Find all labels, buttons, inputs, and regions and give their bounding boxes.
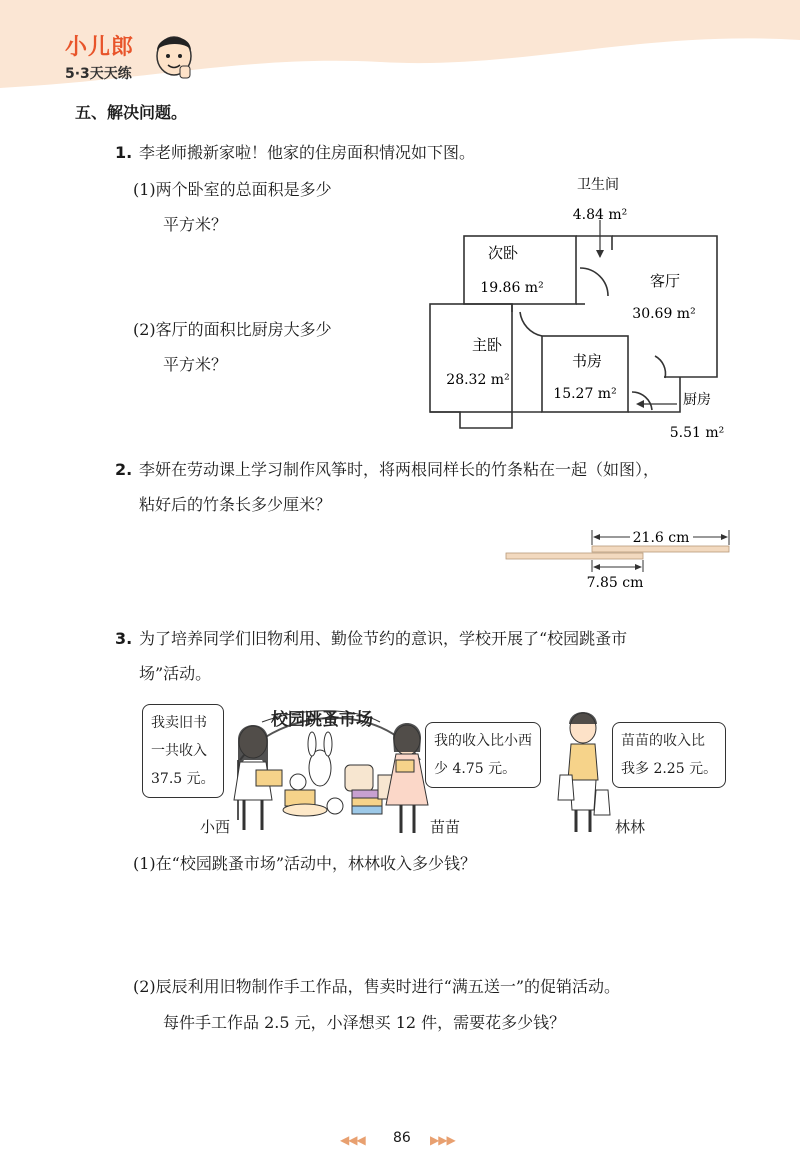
living-room-label: 客厅 — [649, 272, 681, 290]
kitchen-label: 厨房 — [683, 392, 711, 408]
logo-subtitle: 5·3天天练 — [65, 66, 132, 82]
master-bedroom-label: 主卧 — [471, 336, 503, 354]
kitchen-area: 5.51 m² — [669, 425, 725, 441]
girl-xiaoxi-figure — [234, 725, 282, 830]
master-bedroom-area: 28.32 m² — [446, 372, 510, 388]
q3-number: 3. — [115, 629, 133, 648]
bamboo-stick-top — [592, 546, 729, 552]
name-label-xiaoxi: 小西 — [200, 818, 231, 836]
q1-sub1-line1: (1)两个卧室的总面积是多少 — [133, 180, 332, 199]
q2-number: 2. — [115, 460, 133, 479]
q1-sub2-line2: 平方米？ — [163, 355, 228, 374]
floor-plan-diagram — [420, 165, 740, 445]
study-area: 15.27 m² — [553, 386, 617, 402]
bubble-miaomiao-line1: 我的收入比小西 — [434, 733, 532, 749]
bubble-xiaoxi-line3: 37.5 元。 — [151, 771, 215, 787]
bubble-linlin-line1: 苗苗的收入比 — [621, 733, 705, 749]
name-label-miaomiao: 苗苗 — [430, 818, 461, 836]
q1-sub2-line1: (2)客厅的面积比厨房大多少 — [133, 320, 332, 339]
brand-logo — [65, 30, 134, 83]
boy-mascot-icon — [150, 28, 198, 84]
door-swing — [580, 268, 608, 296]
speech-bubble-xiaoxi — [142, 704, 224, 798]
market-banner-title: 校园跳蚤市场 — [271, 710, 373, 730]
q2-line2: 粘好后的竹条长多少厘米？ — [139, 495, 332, 514]
stick-length-label: 21.6 cm — [632, 530, 690, 546]
bathroom-wall — [576, 236, 612, 250]
q2-line1: 李妍在劳动课上学习制作风筝时，将两根同样长的竹条粘在一起（如图）， — [139, 460, 660, 479]
living-room-area: 30.69 m² — [632, 306, 696, 322]
second-bedroom-area: 19.86 m² — [480, 280, 544, 296]
speech-bubble-miaomiao — [425, 722, 541, 788]
study-label: 书房 — [571, 352, 603, 370]
bubble-miaomiao-line2: 少 4.75 元。 — [434, 761, 517, 777]
prev-page-arrows-icon: ◀◀◀ — [340, 1133, 365, 1147]
bubble-xiaoxi-line2: 一共收入 — [151, 743, 207, 759]
speech-bubble-linlin — [612, 722, 726, 788]
bathroom-area: 4.84 m² — [572, 207, 628, 223]
girl-miaomiao-figure — [386, 723, 428, 833]
q1-stem: 李老师搬新家啦！他家的住房面积情况如下图。 — [139, 143, 476, 162]
bubble-xiaoxi-line1: 我卖旧书 — [151, 715, 207, 731]
q3-sub1: (1)在“校园跳蚤市场”活动中，林林收入多少钱？ — [133, 854, 477, 873]
q3-line2: 场”活动。 — [139, 664, 212, 683]
master-bedroom-room — [430, 304, 512, 412]
bubble-linlin-line2: 我多 2.25 元。 — [621, 761, 718, 777]
name-label-linlin: 林林 — [615, 818, 646, 836]
logo-title: 小儿郎 — [65, 35, 135, 60]
bamboo-sticks-diagram — [500, 522, 740, 594]
next-page-arrows-icon: ▶▶▶ — [430, 1133, 455, 1147]
q3-sub2-line1: (2)辰辰利用旧物制作手工作品，售卖时进行“满五送一”的促销活动。 — [133, 977, 621, 996]
page-number: 86 — [393, 1130, 411, 1146]
second-hand-goods — [283, 732, 398, 816]
q3-sub2-line2: 每件手工作品 2.5 元，小泽想买 12 件，需要花多少钱？ — [163, 1013, 566, 1032]
q3-line1: 为了培养同学们旧物利用、勤俭节约的意识，学校开展了“校园跳蚤市 — [139, 629, 628, 648]
overlap-length-label: 7.85 cm — [586, 575, 644, 591]
boy-linlin-figure — [558, 712, 610, 832]
second-bedroom-label: 次卧 — [487, 244, 519, 262]
q1-sub1-line2: 平方米？ — [163, 215, 228, 234]
section-title: 五、解决问题。 — [75, 103, 188, 122]
bamboo-stick-bottom — [506, 553, 643, 559]
bathroom-label: 卫生间 — [577, 177, 619, 193]
q1-number: 1. — [115, 143, 133, 162]
